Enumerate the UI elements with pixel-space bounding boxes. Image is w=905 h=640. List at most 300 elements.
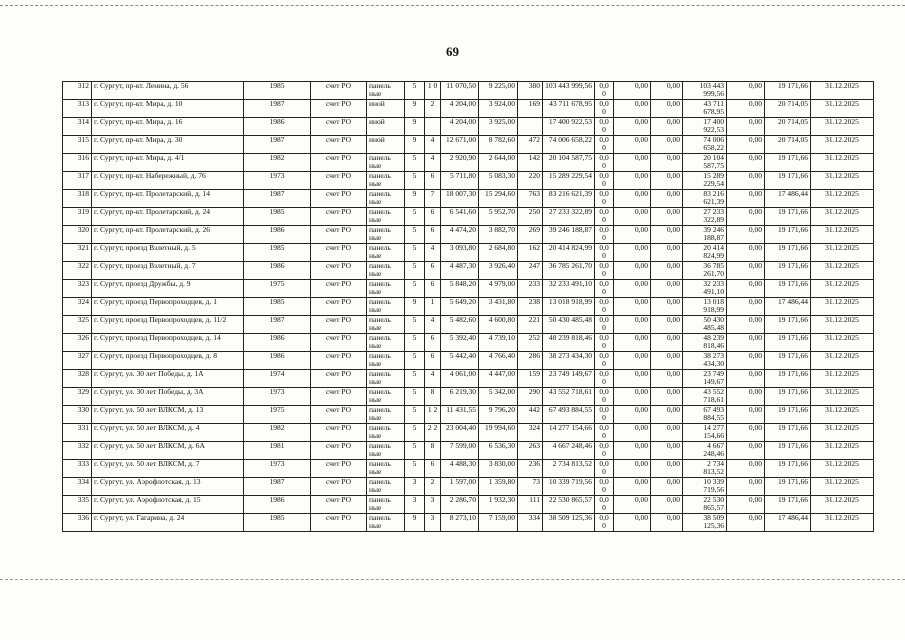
total-area-cell: 2 286,70	[441, 496, 479, 514]
zero-cell-1: 0,0 0	[595, 82, 614, 100]
zero-cell-3: 0,00	[651, 334, 683, 352]
zero-cell-3: 0,00	[651, 298, 683, 316]
cost-cell: 32 233 491,10	[543, 280, 595, 298]
floors-cell: 5	[405, 370, 425, 388]
cost-repeat-cell: 38 273 434,30	[683, 352, 727, 370]
floors-cell: 5	[405, 316, 425, 334]
zero-cell-4: 0,00	[727, 244, 765, 262]
zero-cell-3: 0,00	[651, 172, 683, 190]
floors-cell: 5	[405, 460, 425, 478]
cost-cell: 27 233 322,89	[543, 208, 595, 226]
zero-cell-1: 0,0 0	[595, 388, 614, 406]
table-row	[63, 226, 874, 244]
zero-cell-3: 0,00	[651, 406, 683, 424]
unit-cost-cell: 20 714,05	[765, 100, 811, 118]
fund-cell: счет РО	[311, 172, 367, 190]
fund-cell: счет РО	[311, 424, 367, 442]
deadline-cell: 31.12.2025	[811, 154, 874, 172]
zero-cell-4: 0,00	[727, 370, 765, 388]
zero-cell-4: 0,00	[727, 136, 765, 154]
deadline-cell: 31.12.2025	[811, 514, 874, 532]
living-area-cell: 4 766,40	[479, 352, 518, 370]
zero-cell-2: 0,00	[614, 226, 651, 244]
entrances-cell: 1	[425, 298, 441, 316]
floors-cell: 5	[405, 172, 425, 190]
living-area-cell: 2 684,80	[479, 244, 518, 262]
address-cell: г. Сургут, ул. 30 лет Победы, д. 1А	[92, 370, 244, 388]
cost-repeat-cell: 15 289 229,54	[683, 172, 727, 190]
address-cell: г. Сургут, проезд Первопроходцев, д. 8	[92, 352, 244, 370]
living-area-cell: 7 159,00	[479, 514, 518, 532]
entrances-cell: 4	[425, 370, 441, 388]
floors-cell: 9	[405, 118, 425, 136]
table-row	[63, 136, 874, 154]
fund-cell: счет РО	[311, 154, 367, 172]
wall-material-cell: панель ные	[367, 334, 405, 352]
unit-cost-cell: 19 171,66	[765, 334, 811, 352]
cost-cell: 36 785 261,70	[543, 262, 595, 280]
year-cell: 1975	[244, 280, 311, 298]
deadline-cell: 31.12.2025	[811, 244, 874, 262]
wall-material-cell: панель ные	[367, 496, 405, 514]
residents-cell: 250	[518, 208, 543, 226]
row-number-cell: 317	[63, 172, 92, 190]
zero-cell-4: 0,00	[727, 352, 765, 370]
zero-cell-2: 0,00	[614, 280, 651, 298]
living-area-cell: 4 600,80	[479, 316, 518, 334]
year-cell: 1987	[244, 190, 311, 208]
wall-material-cell: панель ные	[367, 280, 405, 298]
entrances-cell	[425, 118, 441, 136]
cost-repeat-cell: 20 104 587,75	[683, 154, 727, 172]
address-cell: г. Сургут, пр-кт. Мира, д. 10	[92, 100, 244, 118]
residents-cell: 247	[518, 262, 543, 280]
entrances-cell: 6	[425, 352, 441, 370]
fund-cell: счет РО	[311, 100, 367, 118]
total-area-cell: 11 431,55	[441, 406, 479, 424]
table-row	[63, 100, 874, 118]
unit-cost-cell: 19 171,66	[765, 424, 811, 442]
row-number-cell: 321	[63, 244, 92, 262]
deadline-cell: 31.12.2025	[811, 262, 874, 280]
living-area-cell: 8 782,60	[479, 136, 518, 154]
floors-cell: 9	[405, 100, 425, 118]
residents-cell: 233	[518, 280, 543, 298]
zero-cell-3: 0,00	[651, 370, 683, 388]
cost-repeat-cell: 43 711 678,95	[683, 100, 727, 118]
row-number-cell: 333	[63, 460, 92, 478]
cost-cell: 20 104 587,75	[543, 154, 595, 172]
total-area-cell: 5 649,20	[441, 298, 479, 316]
year-cell: 1987	[244, 100, 311, 118]
unit-cost-cell: 19 171,66	[765, 262, 811, 280]
unit-cost-cell: 20 714,05	[765, 118, 811, 136]
year-cell: 1985	[244, 208, 311, 226]
zero-cell-4: 0,00	[727, 262, 765, 280]
total-area-cell: 4 204,00	[441, 100, 479, 118]
year-cell: 1986	[244, 226, 311, 244]
cost-repeat-cell: 38 509 125,36	[683, 514, 727, 532]
floors-cell: 9	[405, 190, 425, 208]
wall-material-cell: панель ные	[367, 406, 405, 424]
year-cell: 1987	[244, 478, 311, 496]
zero-cell-2: 0,00	[614, 316, 651, 334]
table-body	[63, 82, 874, 532]
deadline-cell: 31.12.2025	[811, 352, 874, 370]
year-cell: 1987	[244, 136, 311, 154]
scan-top-rule	[0, 5, 905, 6]
unit-cost-cell: 19 171,66	[765, 244, 811, 262]
total-area-cell: 23 004,40	[441, 424, 479, 442]
unit-cost-cell: 17 486,44	[765, 190, 811, 208]
floors-cell: 5	[405, 352, 425, 370]
unit-cost-cell: 19 171,66	[765, 442, 811, 460]
entrances-cell: 4	[425, 244, 441, 262]
unit-cost-cell: 19 171,66	[765, 370, 811, 388]
zero-cell-3: 0,00	[651, 208, 683, 226]
deadline-cell: 31.12.2025	[811, 370, 874, 388]
floors-cell: 5	[405, 280, 425, 298]
table-row	[63, 388, 874, 406]
wall-material-cell: панель ные	[367, 316, 405, 334]
cost-cell: 4 667 248,46	[543, 442, 595, 460]
table-row	[63, 334, 874, 352]
year-cell: 1973	[244, 388, 311, 406]
row-number-cell: 325	[63, 316, 92, 334]
residents-cell: 263	[518, 442, 543, 460]
zero-cell-1: 0,0 0	[595, 514, 614, 532]
zero-cell-2: 0,00	[614, 82, 651, 100]
row-number-cell: 334	[63, 478, 92, 496]
total-area-cell: 12 671,00	[441, 136, 479, 154]
floors-cell: 5	[405, 244, 425, 262]
row-number-cell: 326	[63, 334, 92, 352]
year-cell: 1974	[244, 370, 311, 388]
cost-repeat-cell: 27 233 322,89	[683, 208, 727, 226]
unit-cost-cell: 19 171,66	[765, 460, 811, 478]
floors-cell: 5	[405, 334, 425, 352]
address-cell: г. Сургут, пр-кт. Мира, д. 30	[92, 136, 244, 154]
entrances-cell: 1 0	[425, 82, 441, 100]
zero-cell-1: 0,0 0	[595, 406, 614, 424]
cost-cell: 23 749 149,67	[543, 370, 595, 388]
deadline-cell: 31.12.2025	[811, 478, 874, 496]
wall-material-cell: панель ные	[367, 514, 405, 532]
total-area-cell: 5 442,40	[441, 352, 479, 370]
living-area-cell: 3 924,00	[479, 100, 518, 118]
address-cell: г. Сургут, проезд Взлетный, д. 5	[92, 244, 244, 262]
fund-cell: счет РО	[311, 334, 367, 352]
living-area-cell: 9 225,00	[479, 82, 518, 100]
fund-cell: счет РО	[311, 82, 367, 100]
zero-cell-3: 0,00	[651, 154, 683, 172]
cost-cell: 43 711 678,95	[543, 100, 595, 118]
wall-material-cell: панель ные	[367, 424, 405, 442]
deadline-cell: 31.12.2025	[811, 136, 874, 154]
wall-material-cell: панель ные	[367, 208, 405, 226]
cost-cell: 14 277 154,66	[543, 424, 595, 442]
entrances-cell: 6	[425, 262, 441, 280]
entrances-cell: 8	[425, 388, 441, 406]
floors-cell: 5	[405, 424, 425, 442]
zero-cell-2: 0,00	[614, 424, 651, 442]
zero-cell-4: 0,00	[727, 478, 765, 496]
residents-cell: 111	[518, 496, 543, 514]
zero-cell-2: 0,00	[614, 208, 651, 226]
cost-repeat-cell: 48 239 818,46	[683, 334, 727, 352]
year-cell: 1987	[244, 316, 311, 334]
address-cell: г. Сургут, проезд Первопроходцев, д. 11/2	[92, 316, 244, 334]
address-cell: г. Сургут, проезд Взлетный, д. 7	[92, 262, 244, 280]
zero-cell-4: 0,00	[727, 208, 765, 226]
zero-cell-1: 0,0 0	[595, 316, 614, 334]
wall-material-cell: панель ные	[367, 82, 405, 100]
year-cell: 1973	[244, 460, 311, 478]
living-area-cell: 2 644,00	[479, 154, 518, 172]
residents-cell: 290	[518, 388, 543, 406]
fund-cell: счет РО	[311, 442, 367, 460]
row-number-cell: 330	[63, 406, 92, 424]
cost-cell: 13 018 918,99	[543, 298, 595, 316]
living-area-cell: 3 431,80	[479, 298, 518, 316]
zero-cell-2: 0,00	[614, 172, 651, 190]
residents-cell: 286	[518, 352, 543, 370]
zero-cell-1: 0,0 0	[595, 370, 614, 388]
address-cell: г. Сургут, ул. Гагарина, д. 24	[92, 514, 244, 532]
table-row	[63, 172, 874, 190]
zero-cell-4: 0,00	[727, 460, 765, 478]
table-row	[63, 280, 874, 298]
row-number-cell: 313	[63, 100, 92, 118]
fund-cell: счет РО	[311, 226, 367, 244]
total-area-cell: 4 204,00	[441, 118, 479, 136]
address-cell: г. Сургут, пр-кт. Пролетарский, д. 14	[92, 190, 244, 208]
residents-cell	[518, 118, 543, 136]
living-area-cell: 4 739,10	[479, 334, 518, 352]
fund-cell: счет РО	[311, 136, 367, 154]
zero-cell-4: 0,00	[727, 514, 765, 532]
row-number-cell: 335	[63, 496, 92, 514]
year-cell: 1982	[244, 424, 311, 442]
year-cell: 1981	[244, 442, 311, 460]
unit-cost-cell: 19 171,66	[765, 154, 811, 172]
zero-cell-3: 0,00	[651, 460, 683, 478]
fund-cell: счет РО	[311, 514, 367, 532]
cost-cell: 20 414 824,99	[543, 244, 595, 262]
wall-material-cell: панель ные	[367, 352, 405, 370]
residents-cell: 252	[518, 334, 543, 352]
cost-repeat-cell: 43 552 718,61	[683, 388, 727, 406]
cost-cell: 38 509 125,36	[543, 514, 595, 532]
zero-cell-2: 0,00	[614, 406, 651, 424]
residents-cell: 162	[518, 244, 543, 262]
address-cell: г. Сургут, проезд Дружбы, д. 9	[92, 280, 244, 298]
wall-material-cell: панель ные	[367, 190, 405, 208]
total-area-cell: 6 219,30	[441, 388, 479, 406]
entrances-cell: 3	[425, 496, 441, 514]
unit-cost-cell: 20 714,05	[765, 136, 811, 154]
zero-cell-3: 0,00	[651, 496, 683, 514]
zero-cell-2: 0,00	[614, 478, 651, 496]
cost-repeat-cell: 36 785 261,70	[683, 262, 727, 280]
wall-material-cell: панель ные	[367, 226, 405, 244]
cost-repeat-cell: 103 443 999,56	[683, 82, 727, 100]
zero-cell-3: 0,00	[651, 514, 683, 532]
cost-repeat-cell: 22 530 865,57	[683, 496, 727, 514]
zero-cell-4: 0,00	[727, 100, 765, 118]
wall-material-cell: панель ные	[367, 172, 405, 190]
year-cell: 1973	[244, 172, 311, 190]
zero-cell-2: 0,00	[614, 388, 651, 406]
fund-cell: счет РО	[311, 316, 367, 334]
row-number-cell: 314	[63, 118, 92, 136]
zero-cell-4: 0,00	[727, 280, 765, 298]
zero-cell-1: 0,0 0	[595, 226, 614, 244]
unit-cost-cell: 19 171,66	[765, 352, 811, 370]
address-cell: г. Сургут, ул. Аэрофлотская, д. 13	[92, 478, 244, 496]
address-cell: г. Сургут, ул. 50 лет ВЛКСМ, д. 6А	[92, 442, 244, 460]
zero-cell-4: 0,00	[727, 154, 765, 172]
zero-cell-3: 0,00	[651, 118, 683, 136]
floors-cell: 5	[405, 226, 425, 244]
zero-cell-2: 0,00	[614, 244, 651, 262]
table-row	[63, 406, 874, 424]
fund-cell: счет РО	[311, 496, 367, 514]
total-area-cell: 5 848,20	[441, 280, 479, 298]
residents-cell: 763	[518, 190, 543, 208]
zero-cell-2: 0,00	[614, 118, 651, 136]
zero-cell-3: 0,00	[651, 262, 683, 280]
wall-material-cell: панель ные	[367, 442, 405, 460]
living-area-cell: 9 796,20	[479, 406, 518, 424]
residents-cell: 380	[518, 82, 543, 100]
zero-cell-3: 0,00	[651, 388, 683, 406]
zero-cell-3: 0,00	[651, 478, 683, 496]
zero-cell-2: 0,00	[614, 334, 651, 352]
entrances-cell: 6	[425, 226, 441, 244]
zero-cell-1: 0,0 0	[595, 118, 614, 136]
zero-cell-1: 0,0 0	[595, 478, 614, 496]
table-row	[63, 190, 874, 208]
cost-cell: 74 006 658,22	[543, 136, 595, 154]
address-cell: г. Сургут, пр-кт. Пролетарский, д. 26	[92, 226, 244, 244]
cost-cell: 103 443 999,56	[543, 82, 595, 100]
zero-cell-1: 0,0 0	[595, 136, 614, 154]
residents-cell: 159	[518, 370, 543, 388]
unit-cost-cell: 19 171,66	[765, 280, 811, 298]
wall-material-cell: панель ные	[367, 244, 405, 262]
year-cell: 1982	[244, 154, 311, 172]
deadline-cell: 31.12.2025	[811, 298, 874, 316]
cost-cell: 38 273 434,30	[543, 352, 595, 370]
residents-cell: 236	[518, 460, 543, 478]
unit-cost-cell: 19 171,66	[765, 478, 811, 496]
floors-cell: 5	[405, 208, 425, 226]
row-number-cell: 316	[63, 154, 92, 172]
cost-cell: 22 530 865,57	[543, 496, 595, 514]
living-area-cell: 19 994,60	[479, 424, 518, 442]
deadline-cell: 31.12.2025	[811, 172, 874, 190]
table-row	[63, 478, 874, 496]
zero-cell-4: 0,00	[727, 172, 765, 190]
total-area-cell: 5 392,40	[441, 334, 479, 352]
deadline-cell: 31.12.2025	[811, 424, 874, 442]
floors-cell: 5	[405, 82, 425, 100]
total-area-cell: 6 541,60	[441, 208, 479, 226]
residents-cell: 442	[518, 406, 543, 424]
address-cell: г. Сургут, проезд Первопроходцев, д. 1	[92, 298, 244, 316]
year-cell: 1985	[244, 82, 311, 100]
wall-material-cell: иной	[367, 136, 405, 154]
total-area-cell: 4 488,30	[441, 460, 479, 478]
fund-cell: счет РО	[311, 370, 367, 388]
cost-repeat-cell: 17 400 922,53	[683, 118, 727, 136]
floors-cell: 5	[405, 154, 425, 172]
residents-cell: 324	[518, 424, 543, 442]
zero-cell-1: 0,0 0	[595, 280, 614, 298]
cost-repeat-cell: 20 414 824,99	[683, 244, 727, 262]
row-number-cell: 327	[63, 352, 92, 370]
deadline-cell: 31.12.2025	[811, 100, 874, 118]
wall-material-cell: панель ные	[367, 298, 405, 316]
zero-cell-3: 0,00	[651, 136, 683, 154]
cost-repeat-cell: 14 277 154,66	[683, 424, 727, 442]
deadline-cell: 31.12.2025	[811, 118, 874, 136]
residents-cell: 269	[518, 226, 543, 244]
fund-cell: счет РО	[311, 208, 367, 226]
fund-cell: счет РО	[311, 190, 367, 208]
page-number: 69	[446, 44, 459, 59]
cost-repeat-cell: 50 430 485,48	[683, 316, 727, 334]
wall-material-cell: иной	[367, 100, 405, 118]
zero-cell-3: 0,00	[651, 244, 683, 262]
residents-cell: 73	[518, 478, 543, 496]
zero-cell-4: 0,00	[727, 424, 765, 442]
table-row	[63, 244, 874, 262]
cost-repeat-cell: 4 667 248,46	[683, 442, 727, 460]
zero-cell-4: 0,00	[727, 226, 765, 244]
year-cell: 1985	[244, 298, 311, 316]
zero-cell-2: 0,00	[614, 154, 651, 172]
table-row	[63, 424, 874, 442]
fund-cell: счет РО	[311, 118, 367, 136]
floors-cell: 9	[405, 298, 425, 316]
zero-cell-1: 0,0 0	[595, 262, 614, 280]
zero-cell-1: 0,0 0	[595, 208, 614, 226]
table-row	[63, 154, 874, 172]
row-number-cell: 320	[63, 226, 92, 244]
scan-bottom-rule	[0, 579, 905, 580]
year-cell: 1986	[244, 118, 311, 136]
row-number-cell: 319	[63, 208, 92, 226]
unit-cost-cell: 19 171,66	[765, 316, 811, 334]
zero-cell-1: 0,0 0	[595, 460, 614, 478]
fund-cell: счет РО	[311, 298, 367, 316]
zero-cell-4: 0,00	[727, 298, 765, 316]
deadline-cell: 31.12.2025	[811, 496, 874, 514]
entrances-cell: 2	[425, 100, 441, 118]
total-area-cell: 18 007,30	[441, 190, 479, 208]
zero-cell-3: 0,00	[651, 100, 683, 118]
wall-material-cell: панель ные	[367, 262, 405, 280]
table-row	[63, 514, 874, 532]
zero-cell-4: 0,00	[727, 190, 765, 208]
cost-cell: 48 239 818,46	[543, 334, 595, 352]
cost-cell: 50 430 485,48	[543, 316, 595, 334]
address-cell: г. Сургут, проезд Первопроходцев, д. 14	[92, 334, 244, 352]
wall-material-cell: панель ные	[367, 388, 405, 406]
zero-cell-2: 0,00	[614, 262, 651, 280]
